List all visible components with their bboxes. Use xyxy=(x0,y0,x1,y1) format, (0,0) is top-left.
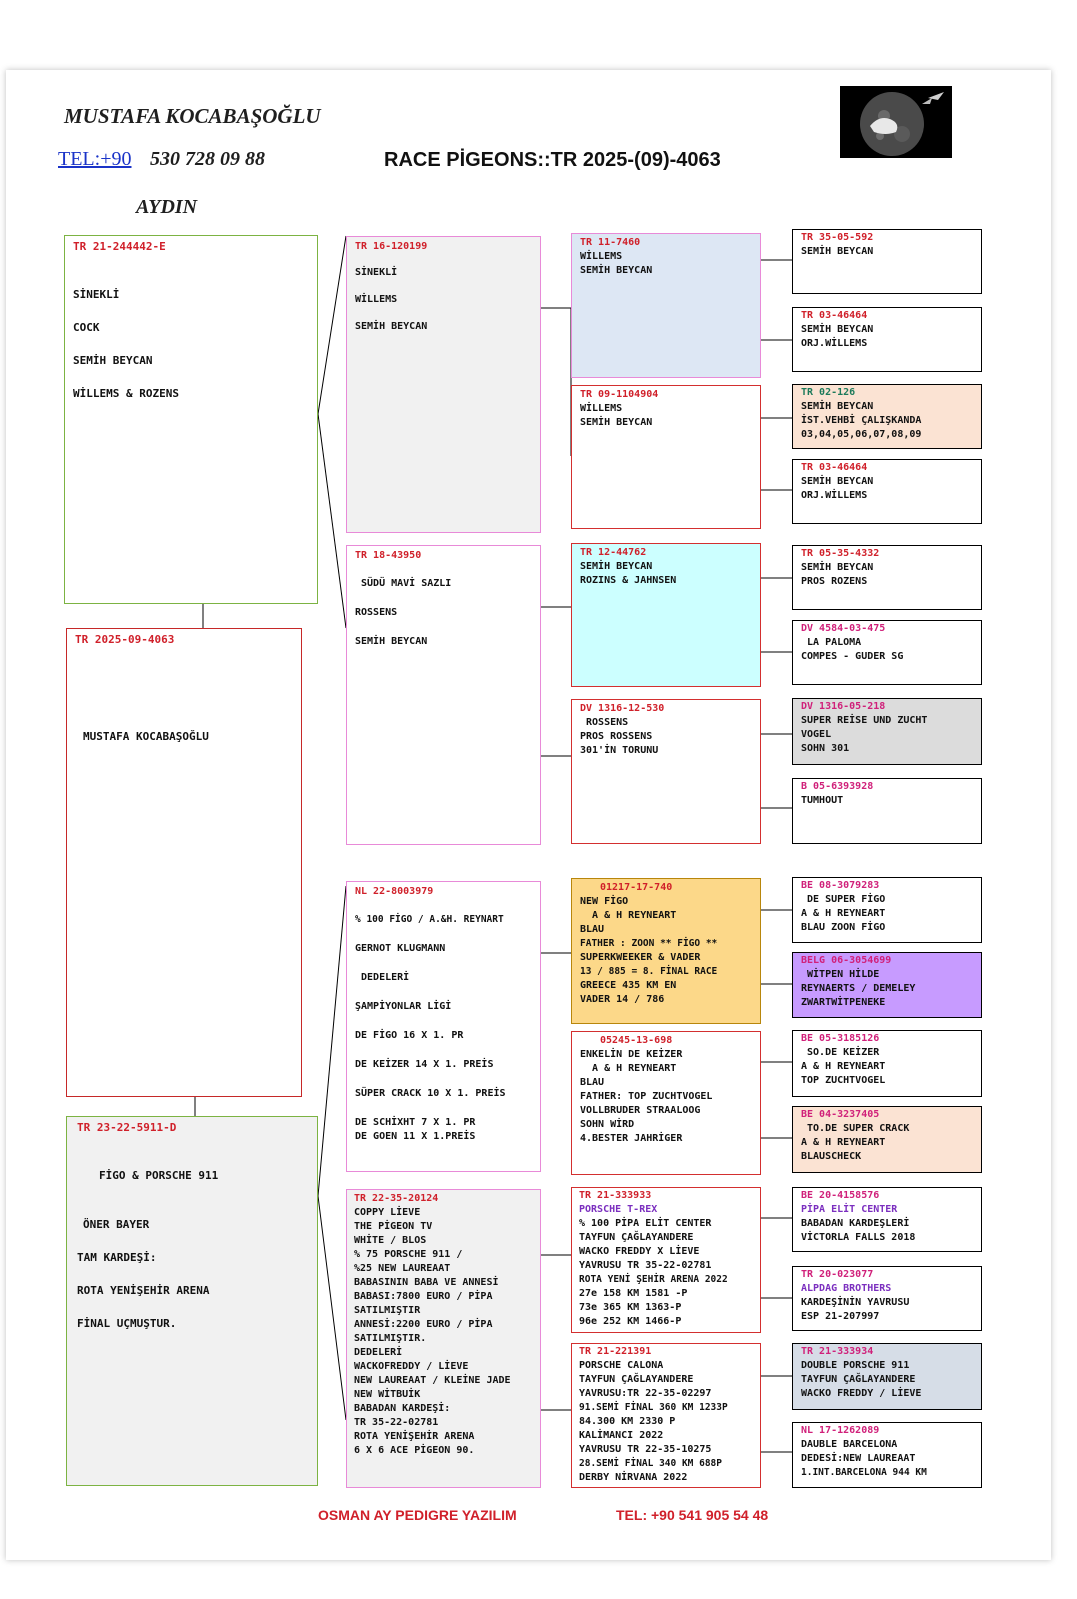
gen4-card-13 xyxy=(792,1187,982,1252)
gen3-4-line-2: ROSSENS xyxy=(580,717,629,728)
gen3-4-line-6: 301'İN TORUNU xyxy=(580,745,659,756)
gen3-4-ring-id: DV 1316-12-530 xyxy=(580,703,665,714)
gen3-6-line-4: BLAU xyxy=(580,1077,605,1088)
gen3-5-line-4: BLAU xyxy=(580,924,605,935)
subject-ring-id: TR 2025-09-4063 xyxy=(75,633,175,646)
gen3-7-line-7: 73e 365 KM 1363-P xyxy=(579,1302,682,1313)
gen2-2-line-4: SEMİH BEYCAN xyxy=(355,636,428,647)
sire-line-2: COCK xyxy=(73,321,100,334)
gen4-13-ring-id: BE 20-4158576 xyxy=(801,1190,880,1201)
subject-owner: MUSTAFA KOCABAŞOĞLU xyxy=(83,730,209,743)
gen3-8-line-2: TAYFUN ÇAĞLAYANDERE xyxy=(579,1374,694,1385)
gen2-3-line-1: % 100 FİGO / A.&H. REYNART xyxy=(355,914,504,925)
gen3-8-line-4: 91.SEMİ FİNAL 360 KM 1233P xyxy=(579,1402,728,1413)
gen2-1-line-2: WİLLEMS xyxy=(355,294,398,305)
gen3-8-line-3: YAVRUSU:TR 22-35-02297 xyxy=(579,1388,712,1399)
gen3-8-line-8: 28.SEMİ FİNAL 340 KM 688P xyxy=(579,1458,722,1469)
gen4-12-line-2: A & H REYNEART xyxy=(801,1137,886,1148)
gen4-11-line-3: TOP ZUCHTVOGEL xyxy=(801,1075,886,1086)
gen4-13-name: PİPA ELİT CENTER xyxy=(801,1204,898,1215)
gen4-3-line-3: 03,04,05,06,07,08,09 xyxy=(801,429,922,440)
gen4-7-line-3: SOHN 301 xyxy=(801,743,850,754)
sire-line-3: SEMİH BEYCAN xyxy=(73,354,153,367)
gen3-7-ring-id: TR 21-333933 xyxy=(579,1190,652,1201)
gen4-15-ring-id: TR 21-333934 xyxy=(801,1346,874,1357)
breeder-name: MUSTAFA KOCABAŞOĞLU xyxy=(64,104,321,128)
gen2-4-line-1: COPPY LİEVE xyxy=(354,1207,421,1218)
gen4-card-6 xyxy=(792,620,982,685)
gen3-8-line-5: 84.300 KM 2330 P xyxy=(579,1416,676,1427)
gen3-7-line-1: % 100 PİPA ELİT CENTER xyxy=(579,1218,712,1229)
gen4-card-7 xyxy=(792,698,982,765)
gen2-4-line-11: SATILMIŞTIR. xyxy=(354,1333,427,1344)
gen2-3-line-2: GERNOT KLUGMANN xyxy=(355,943,446,954)
gen4-card-2 xyxy=(792,307,982,372)
gen4-16-line-2: DEDESİ:NEW LAUREAAT xyxy=(801,1453,916,1464)
dam-card xyxy=(66,1116,318,1486)
gen2-card-1 xyxy=(346,236,541,533)
gen4-14-line-1: KARDEŞİNİN YAVRUSU xyxy=(801,1297,910,1308)
gen2-4-line-5: % 75 PORSCHE 911 / xyxy=(354,1249,463,1260)
gen2-card-3 xyxy=(346,881,541,1172)
gen3-5-ring-id: 01217-17-740 xyxy=(600,882,673,893)
gen4-3-line-1: SEMİH BEYCAN xyxy=(801,401,874,412)
dam-line-2: ÖNER BAYER xyxy=(83,1218,150,1231)
gen2-4-ring-id: TR 22-35-20124 xyxy=(354,1193,439,1204)
gen3-8-ring-id: TR 21-221391 xyxy=(579,1346,652,1357)
gen4-14-name: ALPDAG BROTHERS xyxy=(801,1283,892,1294)
gen2-4-line-7: BABASININ BABA VE ANNESİ xyxy=(354,1277,499,1288)
gen3-5-line-8: GREECE 435 KM EN xyxy=(580,980,677,991)
gen4-16-line-1: DAUBLE BARCELONA xyxy=(801,1439,898,1450)
gen4-card-11 xyxy=(792,1030,982,1097)
gen4-3-line-2: İST.VEHBİ ÇALIŞKANDA xyxy=(801,415,922,426)
gen4-10-ring-id: BELG 06-3054699 xyxy=(801,955,892,966)
gen4-10-line-1: WİTPEN HİLDE xyxy=(801,969,880,980)
logo-moon-pigeon xyxy=(840,86,952,158)
gen2-4-line-6: %25 NEW LAUREAAT xyxy=(354,1263,451,1274)
gen3-card-6 xyxy=(571,1031,761,1175)
gen3-card-2 xyxy=(571,385,761,529)
gen3-3-line-2: SEMİH BEYCAN xyxy=(580,561,653,572)
gen3-5-line-5: FATHER : ZOON ** FİGO ** xyxy=(580,938,718,949)
gen2-1-ring-id: TR 16-120199 xyxy=(355,241,428,252)
gen4-14-ring-id: TR 20-023077 xyxy=(801,1269,874,1280)
gen3-8-line-7: YAVRUSU TR 22-35-10275 xyxy=(579,1444,712,1455)
gen2-3-line-4: DEDELERİ xyxy=(355,972,410,983)
gen2-2-line-1: SÜDÜ MAVİ SAZLI xyxy=(355,578,452,589)
gen4-5-ring-id: TR 05-35-4332 xyxy=(801,548,880,559)
gen2-4-line-2: THE PİGEON TV xyxy=(354,1221,433,1232)
gen4-13-line-1: BABADAN KARDEŞLERİ xyxy=(801,1218,910,1229)
gen3-1-line-4: SEMİH BEYCAN xyxy=(580,265,653,276)
sire-card xyxy=(64,235,318,604)
dam-ring-id: TR 23-22-5911-D xyxy=(77,1121,177,1134)
gen4-15-line-3: WACKO FREDDY / LİEVE xyxy=(801,1388,922,1399)
gen3-5-line-7: 13 / 885 = 8. FİNAL RACE xyxy=(580,966,718,977)
gen2-3-line-6: DE FİGO 16 X 1. PR xyxy=(355,1030,464,1041)
gen4-1-line-1: SEMİH BEYCAN xyxy=(801,246,874,257)
gen2-3-line-10: DE GOEN 11 X 1.PREİS xyxy=(355,1131,476,1142)
gen2-1-line-1: SİNEKLİ xyxy=(355,267,398,278)
gen2-card-4 xyxy=(346,1189,541,1488)
gen3-6-line-5: FATHER: TOP ZUCHTVOGEL xyxy=(580,1091,713,1102)
gen3-5-line-9: VADER 14 / 786 xyxy=(580,994,665,1005)
gen4-9-line-3: BLAU ZOON FİGO xyxy=(801,922,886,933)
gen4-15-line-2: TAYFUN ÇAĞLAYANDERE xyxy=(801,1374,916,1385)
breeder-phone: 530 728 09 88 xyxy=(150,148,265,170)
dam-line-1: FİGO & PORSCHE 911 xyxy=(99,1169,219,1182)
gen3-2-ring-id: TR 09-1104904 xyxy=(580,389,659,400)
gen4-7-line-2: VOGEL xyxy=(801,729,832,740)
gen4-4-line-2: ORJ.WİLLEMS xyxy=(801,490,868,501)
gen4-card-10 xyxy=(792,952,982,1018)
gen4-8-line-1: TUMHOUT xyxy=(801,795,844,806)
gen2-4-line-18: ROTA YENİŞEHİR ARENA xyxy=(354,1431,475,1442)
gen2-2-line-3: ROSSENS xyxy=(355,607,398,618)
gen2-2-ring-id: TR 18-43950 xyxy=(355,550,422,561)
gen4-12-line-3: BLAUSCHECK xyxy=(801,1151,862,1162)
gen2-3-ring-id: NL 22-8003979 xyxy=(355,886,434,897)
gen3-6-line-8: 4.BESTER JAHRİGER xyxy=(580,1133,683,1144)
gen3-card-5 xyxy=(571,878,761,1024)
gen4-3-ring-id: TR 02-126 xyxy=(801,387,856,398)
gen2-4-line-17: TR 35-22-02781 xyxy=(354,1417,439,1428)
gen3-7-line-8: 96e 252 KM 1466-P xyxy=(579,1316,682,1327)
gen3-7-name: PORSCHE T-REX xyxy=(579,1204,658,1215)
gen4-2-line-1: SEMİH BEYCAN xyxy=(801,324,874,335)
gen4-8-ring-id: B 05-6393928 xyxy=(801,781,874,792)
gen4-card-8 xyxy=(792,778,982,844)
dam-line-4: ROTA YENİŞEHİR ARENA xyxy=(77,1284,210,1297)
gen2-3-line-8: SÜPER CRACK 10 X 1. PREİS xyxy=(355,1088,506,1099)
gen4-9-line-1: DE SUPER FİGO xyxy=(801,894,886,905)
gen3-6-line-6: VOLLBRUDER STRAALOOG xyxy=(580,1105,701,1116)
gen3-6-line-2: ENKELİN DE KEİZER xyxy=(580,1049,683,1060)
gen2-4-line-16: BABADAN KARDEŞİ: xyxy=(354,1403,451,1414)
gen2-4-line-3: WHİTE / BLOS xyxy=(354,1235,427,1246)
sire-line-1: SİNEKLİ xyxy=(73,288,120,301)
gen3-2-line-5: SEMİH BEYCAN xyxy=(580,417,653,428)
gen3-card-7 xyxy=(571,1187,761,1333)
gen2-4-line-19: 6 X 6 ACE PİGEON 90. xyxy=(354,1445,475,1456)
gen4-11-ring-id: BE 05-3185126 xyxy=(801,1033,880,1044)
gen3-1-line-2: WİLLEMS xyxy=(580,251,623,262)
gen3-7-line-2: TAYFUN ÇAĞLAYANDERE xyxy=(579,1232,694,1243)
gen4-11-line-1: SO.DE KEİZER xyxy=(801,1047,880,1058)
gen4-10-line-2: REYNAERTS / DEMELEY xyxy=(801,983,916,994)
gen3-7-line-3: WACKO FREDDY X LİEVE xyxy=(579,1246,700,1257)
gen3-8-line-9: DERBY NİRVANA 2022 xyxy=(579,1472,688,1483)
gen4-9-ring-id: BE 08-3079283 xyxy=(801,880,880,891)
gen3-7-line-4: YAVRUSU TR 35-22-02781 xyxy=(579,1260,712,1271)
footer-software: OSMAN AY PEDIGRE YAZILIM xyxy=(318,1507,517,1523)
gen2-4-line-10: ANNESİ:2200 EURO / PİPA xyxy=(354,1319,493,1330)
gen3-8-line-1: PORSCHE CALONA xyxy=(579,1360,664,1371)
gen4-card-12 xyxy=(792,1106,982,1173)
gen3-5-line-3: A & H REYNEART xyxy=(580,910,677,921)
sire-line-4: WİLLEMS & ROZENS xyxy=(73,387,179,400)
gen3-card-3 xyxy=(571,543,761,687)
gen4-card-14 xyxy=(792,1266,982,1331)
gen3-7-line-5: ROTA YENİ ŞEHİR ARENA 2022 xyxy=(579,1274,728,1285)
gen4-5-line-1: SEMİH BEYCAN xyxy=(801,562,874,573)
gen4-card-5 xyxy=(792,545,982,610)
gen4-16-line-3: 1.INT.BARCELONA 944 KM xyxy=(801,1467,927,1478)
gen4-15-line-1: DOUBLE PORSCHE 911 xyxy=(801,1360,910,1371)
gen3-3-line-4: ROZINS & JAHNSEN xyxy=(580,575,677,586)
gen4-7-line-1: SUPER REİSE UND ZUCHT xyxy=(801,715,928,726)
gen4-2-line-2: ORJ.WİLLEMS xyxy=(801,338,868,349)
logo-image xyxy=(840,86,952,158)
gen2-3-line-5: ŞAMPİYONLAR LİGİ xyxy=(355,1001,452,1012)
gen3-5-line-2: NEW FİGO xyxy=(580,896,629,907)
tel-link[interactable]: TEL:+90 xyxy=(58,148,132,170)
subject-card xyxy=(66,628,302,1097)
gen3-2-line-3: WİLLEMS xyxy=(580,403,623,414)
gen3-1-ring-id: TR 11-7460 xyxy=(580,237,641,248)
footer-phone: TEL: +90 541 905 54 48 xyxy=(616,1507,769,1523)
gen3-6-line-3: A & H REYNEART xyxy=(580,1063,677,1074)
gen4-12-ring-id: BE 04-3237405 xyxy=(801,1109,880,1120)
gen3-5-line-6: SUPERKWEEKER & VADER xyxy=(580,952,701,963)
gen4-7-ring-id: DV 1316-05-218 xyxy=(801,701,886,712)
gen2-4-line-14: NEW LAUREAAT / KLEİNE JADE xyxy=(354,1375,511,1386)
dam-line-5: FİNAL UÇMUŞTUR. xyxy=(77,1317,177,1330)
gen2-4-line-9: SATILMIŞTIR xyxy=(354,1305,421,1316)
gen4-4-line-1: SEMİH BEYCAN xyxy=(801,476,874,487)
gen4-2-ring-id: TR 03-46464 xyxy=(801,310,868,321)
gen4-4-ring-id: TR 03-46464 xyxy=(801,462,868,473)
gen3-6-line-7: SOHN WİRD xyxy=(580,1119,635,1130)
sire-ring-id: TR 21-244442-E xyxy=(73,240,166,253)
gen4-10-line-3: ZWARTWİTPENEKE xyxy=(801,997,886,1008)
gen2-4-line-13: WACKOFREDDY / LİEVE xyxy=(354,1361,469,1372)
gen4-5-line-2: PROS ROZENS xyxy=(801,576,868,587)
gen3-card-8 xyxy=(571,1343,761,1488)
gen3-card-4 xyxy=(571,699,761,844)
gen2-card-2 xyxy=(346,545,541,845)
gen4-card-9 xyxy=(792,877,982,943)
gen2-4-line-15: NEW WİTBUİK xyxy=(354,1389,421,1400)
gen4-13-line-2: VİCTORLA FALLS 2018 xyxy=(801,1232,916,1243)
breeder-city: AYDIN xyxy=(136,196,198,218)
gen2-3-line-7: DE KEİZER 14 X 1. PREİS xyxy=(355,1059,494,1070)
gen2-3-line-9: DE SCHİXHT 7 X 1. PR xyxy=(355,1117,476,1128)
page-title: RACE PİGEONS::TR 2025-(09)-4063 xyxy=(384,149,721,171)
gen4-14-line-2: ESP 21-207997 xyxy=(801,1311,880,1322)
gen4-1-ring-id: TR 35-05-592 xyxy=(801,232,874,243)
gen3-6-ring-id: 05245-13-698 xyxy=(600,1035,673,1046)
gen2-4-line-12: DEDELERİ xyxy=(354,1347,403,1358)
gen4-12-line-1: TO.DE SUPER CRACK xyxy=(801,1123,910,1134)
gen2-4-line-8: BABASI:7800 EURO / PİPA xyxy=(354,1291,493,1302)
gen3-3-ring-id: TR 12-44762 xyxy=(580,547,647,558)
gen4-card-4 xyxy=(792,459,982,524)
gen4-6-line-1: LA PALOMA xyxy=(801,637,862,648)
gen4-16-ring-id: NL 17-1262089 xyxy=(801,1425,880,1436)
gen3-7-line-6: 27e 158 KM 1581 -P xyxy=(579,1288,688,1299)
gen4-6-line-2: COMPES - GUDER SG xyxy=(801,651,904,662)
gen4-card-1 xyxy=(792,229,982,294)
gen4-9-line-2: A & H REYNEART xyxy=(801,908,886,919)
gen4-card-3 xyxy=(792,384,982,449)
gen4-card-15 xyxy=(792,1343,982,1410)
gen4-6-ring-id: DV 4584-03-475 xyxy=(801,623,886,634)
gen4-card-16 xyxy=(792,1422,982,1488)
gen3-8-line-6: KALİMANCI 2022 xyxy=(579,1430,664,1441)
dam-line-3: TAM KARDEŞİ: xyxy=(77,1251,157,1264)
gen3-card-1 xyxy=(571,233,761,378)
gen2-1-line-3: SEMİH BEYCAN xyxy=(355,321,428,332)
gen3-4-line-4: PROS ROSSENS xyxy=(580,731,653,742)
gen4-11-line-2: A & H REYNEART xyxy=(801,1061,886,1072)
